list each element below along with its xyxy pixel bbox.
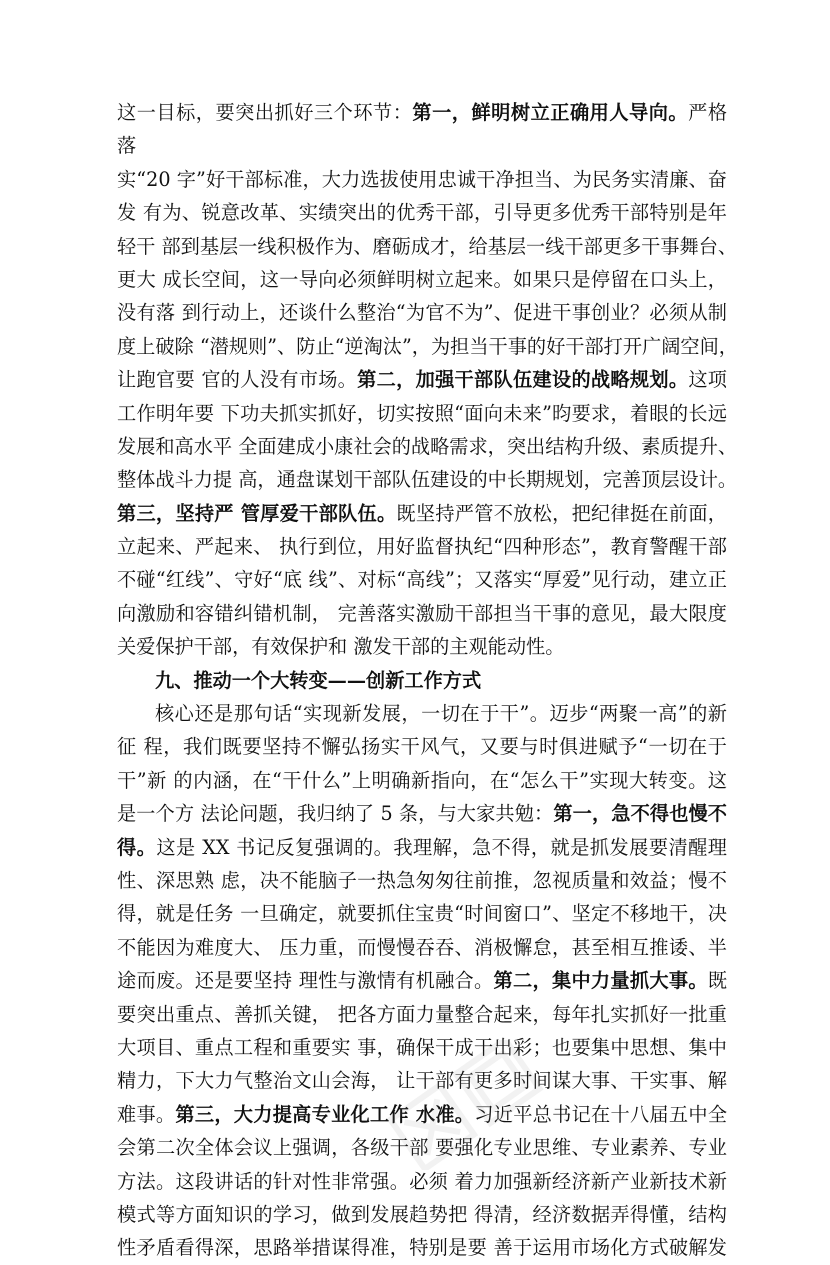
- bold-text-segment: 第三，坚持严 管厚爱干部队伍。: [117, 501, 397, 525]
- text-line: [117, 697, 727, 730]
- text-line: [117, 864, 727, 897]
- text-segment: 难事。: [117, 1102, 176, 1126]
- text-line: [117, 797, 727, 830]
- text-segment: 关爱保护干部，有效保护和 激发干部的主观能动性。: [117, 635, 565, 659]
- text-line: [117, 463, 738, 496]
- text-segment: 干”新 的内涵，在“干什么”上明确新指向，在“怎么干”实现大转变。这: [117, 768, 727, 792]
- text-segment: 大项目、重点工程和重要实 事，确保干成干出彩；也要集中思想、集中: [117, 1035, 727, 1059]
- text-line: [117, 664, 727, 697]
- text-line: [117, 597, 727, 630]
- text-line: [117, 1131, 727, 1164]
- text-segment: 模式等方面知识的学习，做到发展趋势把 得清，经济数据弄得懂，结构: [117, 1202, 727, 1226]
- text-line: [117, 1231, 727, 1264]
- text-line: [117, 964, 727, 997]
- text-line: [117, 330, 738, 363]
- text-line: [117, 897, 727, 930]
- text-segment: 既: [707, 969, 728, 993]
- text-segment: 征 程，我们既要坚持不懈弘扬实干风气，又要与时俱进赋予“一切在于: [117, 735, 727, 759]
- text-segment: 得，就是任务 一旦确定，就要抓住宝贵“时间窗口”、坚定不移地干，决: [117, 902, 727, 926]
- text-segment: 性、深思熟 虑，决不能脑子一热急匆匆往前推，忽视质量和效益；慢不: [117, 868, 727, 892]
- text-segment: 这项: [688, 368, 727, 392]
- text-line: [117, 998, 727, 1031]
- bold-text-segment: 第一，急不得也慢不: [553, 802, 727, 826]
- text-line: [117, 430, 738, 463]
- text-line: [117, 1198, 727, 1231]
- text-line: [117, 230, 738, 263]
- text-segment: 这是 XX 书记反复强调的。我理解，急不得，就是抓发展要清醒理: [156, 835, 727, 859]
- bold-text-segment: 第一，鲜明树立正确用人导向。: [412, 101, 689, 124]
- text-segment: 不碰“红线”、守好“底 线”、对标“高线”；又落实“厚爱”见行动，建立正: [117, 568, 727, 592]
- text-line: [117, 497, 727, 530]
- document-page: [117, 96, 738, 1265]
- text-segment: 严格: [688, 101, 728, 124]
- bold-text-segment: 第二，集中力量抓大事。: [493, 969, 708, 993]
- text-line: [117, 1098, 727, 1131]
- text-segment: 既坚持严管不放松，把纪律挺在前面，: [396, 501, 727, 525]
- text-segment: 让跑官要 官的人没有市场。: [117, 368, 358, 392]
- text-segment: 习近平总书记在十八届五中全: [474, 1102, 728, 1126]
- text-segment: 精力，下大力气整治文山会海， 让干部有更多时间谋大事、干实事、解: [117, 1069, 727, 1093]
- text-line: [117, 163, 727, 196]
- text-line: [117, 764, 727, 797]
- text-line: [117, 1165, 727, 1198]
- text-segment: 工作明年要 下功夫抓实抓好，切实按照“面向未来”昀要求，着眼的长远: [117, 401, 727, 425]
- text-segment: 这一目标，要突出抓好三个环节：: [117, 101, 413, 124]
- text-segment: 是一个方 法论问题，我归纳了 5 条，与大家共勉：: [117, 802, 554, 826]
- text-segment: 整体战斗力提 高，通盘谋划干部队伍建设的中长期规划，完善顶层设计。: [117, 468, 738, 492]
- text-segment: 核心还是那句话“实现新发展，一切在于干”。迈步“两聚一高”的新: [155, 702, 727, 726]
- text-segment: 向激励和容错纠错机制， 完善落实激励干部担当干事的意见，最大限度: [117, 601, 727, 625]
- text-line: [117, 129, 727, 162]
- document-body: [117, 96, 738, 1265]
- text-segment: 性矛盾看得深，思路举措谋得准，特别是要 善于运用市场化方式破解发: [117, 1236, 727, 1260]
- text-segment: 会第二次全体会议上强调，各级干部 要强化专业思维、专业素养、专业: [117, 1136, 727, 1160]
- text-line: [117, 563, 727, 596]
- bold-text-segment: 第三，大力提高专业化工作 水准。: [175, 1102, 475, 1126]
- text-segment: 落: [117, 134, 137, 158]
- text-segment: 立起来、严起来、 执行到位，用好监督执纪“四种形态”，教育警醒干部: [117, 535, 727, 559]
- text-segment: 方法。这段讲话的针对性非常强。必须 着力加强新经济新产业新技术新: [117, 1169, 727, 1193]
- text-segment: 不能因为难度大、 压力重，而慢慢吞吞、消极懈怠，甚至相互推诿、半: [117, 935, 727, 959]
- bold-text-segment: 得。: [117, 835, 157, 859]
- text-segment: 没有落 到行动上，还谈什么整治“为官不为”、促进干事创业？必须从制: [117, 301, 727, 325]
- text-line: [117, 196, 727, 229]
- text-line: [117, 96, 727, 129]
- text-line: [117, 630, 727, 663]
- text-line: [117, 263, 727, 296]
- text-line: [117, 397, 727, 430]
- text-segment: 度上破除 “潜规则”、防止“逆淘汰”，为担当干事的好干部打开广阔空间，: [117, 334, 738, 358]
- text-segment: 途而废。还是要坚持 理性与激情有机融合。: [117, 969, 494, 993]
- text-segment: 实“20 字”好干部标准，大力选拔使用忠诚干净担当、为民务实清廉、奋: [117, 167, 727, 191]
- text-segment: 发展和高水平 全面建成小康社会的战略需求，突出结构升级、素质提升、: [117, 434, 738, 458]
- bold-text-segment: 第二，加强干部队伍建设的战略规划。: [357, 368, 689, 392]
- text-line: [117, 931, 727, 964]
- text-line: [117, 1031, 727, 1064]
- text-line: [117, 1064, 727, 1097]
- bold-text-segment: 九、推动一个大转变——创新工作方式: [155, 668, 482, 692]
- text-segment: 轻干 部到基层一线积极作为、磨砺成才，给基层一线干部更多干事舞台、: [117, 234, 738, 258]
- text-segment: 发 有为、锐意改革、实绩突出的优秀干部，引导更多优秀干部特别是年: [117, 201, 727, 225]
- text-line: [117, 363, 727, 396]
- text-segment: 要突出重点、善抓关键， 把各方面力量整合起来，每年扎实抓好一批重: [117, 1002, 727, 1026]
- text-line: [117, 730, 727, 763]
- text-line: [117, 530, 727, 563]
- text-line: [117, 831, 727, 864]
- text-line: [117, 296, 727, 329]
- text-segment: 更大 成长空间，这一导向必须鲜明树立起来。如果只是停留在口头上，: [117, 267, 727, 291]
